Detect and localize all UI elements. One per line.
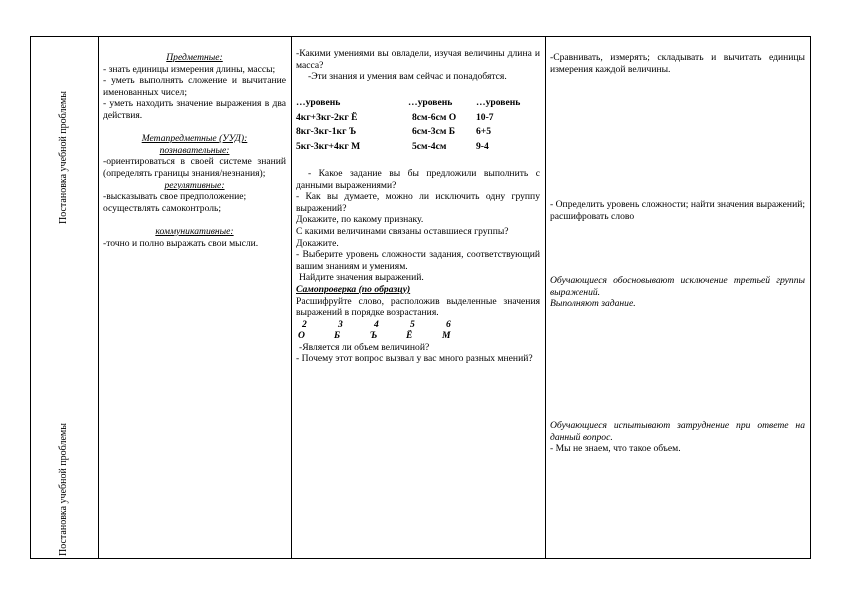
column-divider-3 [545,36,546,559]
communicative-heading: коммуникативные: [155,225,234,237]
communicative-text: -точно и полно выражать свои мысли. [103,237,259,249]
cognitive-text: -ориентироваться в своей системе знаний (определять границы знания/незнания); [103,156,286,179]
levels-row: 5кг-3кг+4кг М 5см-4см 9-4 [296,140,489,152]
students-column [550,199,805,222]
teacher-question: - Почему этот вопрос вызвал у вас много разных мнений? [296,353,533,365]
student-activity: - Мы не знаем, что такое объем. [550,443,681,455]
teacher-question: -Является ли объем величиной? [299,341,430,353]
self-check-heading: Самопроверка (по образцу) [296,283,411,295]
table-top-border [30,36,811,37]
levels-row: 8кг-3кг-1кг Ъ 6см-3см Б 6+5 [296,126,492,138]
teacher-question: Докажите, по какому признаку. [296,214,424,226]
teacher-question: Расшифруйте слово, расположив выделенные значения выражений в порядке возрастания. [296,295,540,319]
regulative-item: -высказывать свое предположение; [103,191,247,203]
teacher-question: С какими величинами связаны оставшиеся группы? [296,225,509,237]
student-activity: Обучающиеся испытывают затруднение при ответе на данный вопрос. [550,420,805,443]
students-column [550,420,805,455]
teacher-intro-2: -Эти знания и умения вам сейчас и понадобятся. [308,71,507,83]
column-divider-1 [98,36,99,559]
teacher-question: - Какое задание вы бы предложили выполнить с данными выражениями? [296,167,540,191]
level-label: …уровень [296,97,341,109]
subject-item: - уметь выполнять сложение и вычитание именованных чисел; [103,75,286,98]
student-activity: Обучающиеся обосновывают исключение третьей группы выражений. [550,275,805,298]
student-activity: - Определить уровень сложности; найти значения выражений; расшифровать слово [550,199,805,222]
subject-heading: Предметные: [166,52,223,63]
level-label: …уровень [476,97,521,109]
regulative-item: осуществлять самоконтроль; [103,202,222,214]
level-label: …уровень [408,97,453,109]
code-letters: О Б Ъ Ё М [298,330,451,342]
stage-label-top: Постановка учебной проблемы [58,91,69,224]
subject-item: - уметь находить значение выражения в два действия. [103,98,286,121]
teacher-question: Найдите значения выражений. [299,272,424,284]
meta-heading: Метапредметные (УУД): [141,133,248,145]
code-numbers: 2 3 4 5 6 [302,318,451,330]
student-activity: Выполняют задание. [550,298,636,310]
regulative-heading: регулятивные: [164,179,225,191]
students-column [550,275,805,310]
teacher-question: Докажите. [296,237,339,249]
student-activity: -Сравнивать, измерять; складывать и вычитать единицы измерения каждой величины. [550,52,805,75]
teacher-intro-1: -Какими умениями вы овладели, изучая величины длина и масса? [296,48,540,71]
cognitive-heading: познавательные: [159,144,230,156]
table-bottom-border [30,558,811,559]
students-column [550,52,805,75]
subject-item: - знать единицы измерения длины, массы; [103,63,276,75]
teacher-column [296,48,540,365]
teacher-question: - Выберите уровень сложности задания, соответствующий вашим знаниям и умениям. [296,249,540,272]
table-right-border [810,36,811,559]
table-left-border [30,36,31,559]
levels-row: 4кг+3кг-2кг Ё 8см-6см О 10-7 [296,111,494,123]
results-column [103,52,286,249]
teacher-question: - Как вы думаете, можно ли исключить одну группу выражений? [296,191,540,214]
column-divider-2 [291,36,292,559]
stage-label-bottom: Постановка учебной проблемы [58,423,69,556]
levels-header [296,96,540,111]
